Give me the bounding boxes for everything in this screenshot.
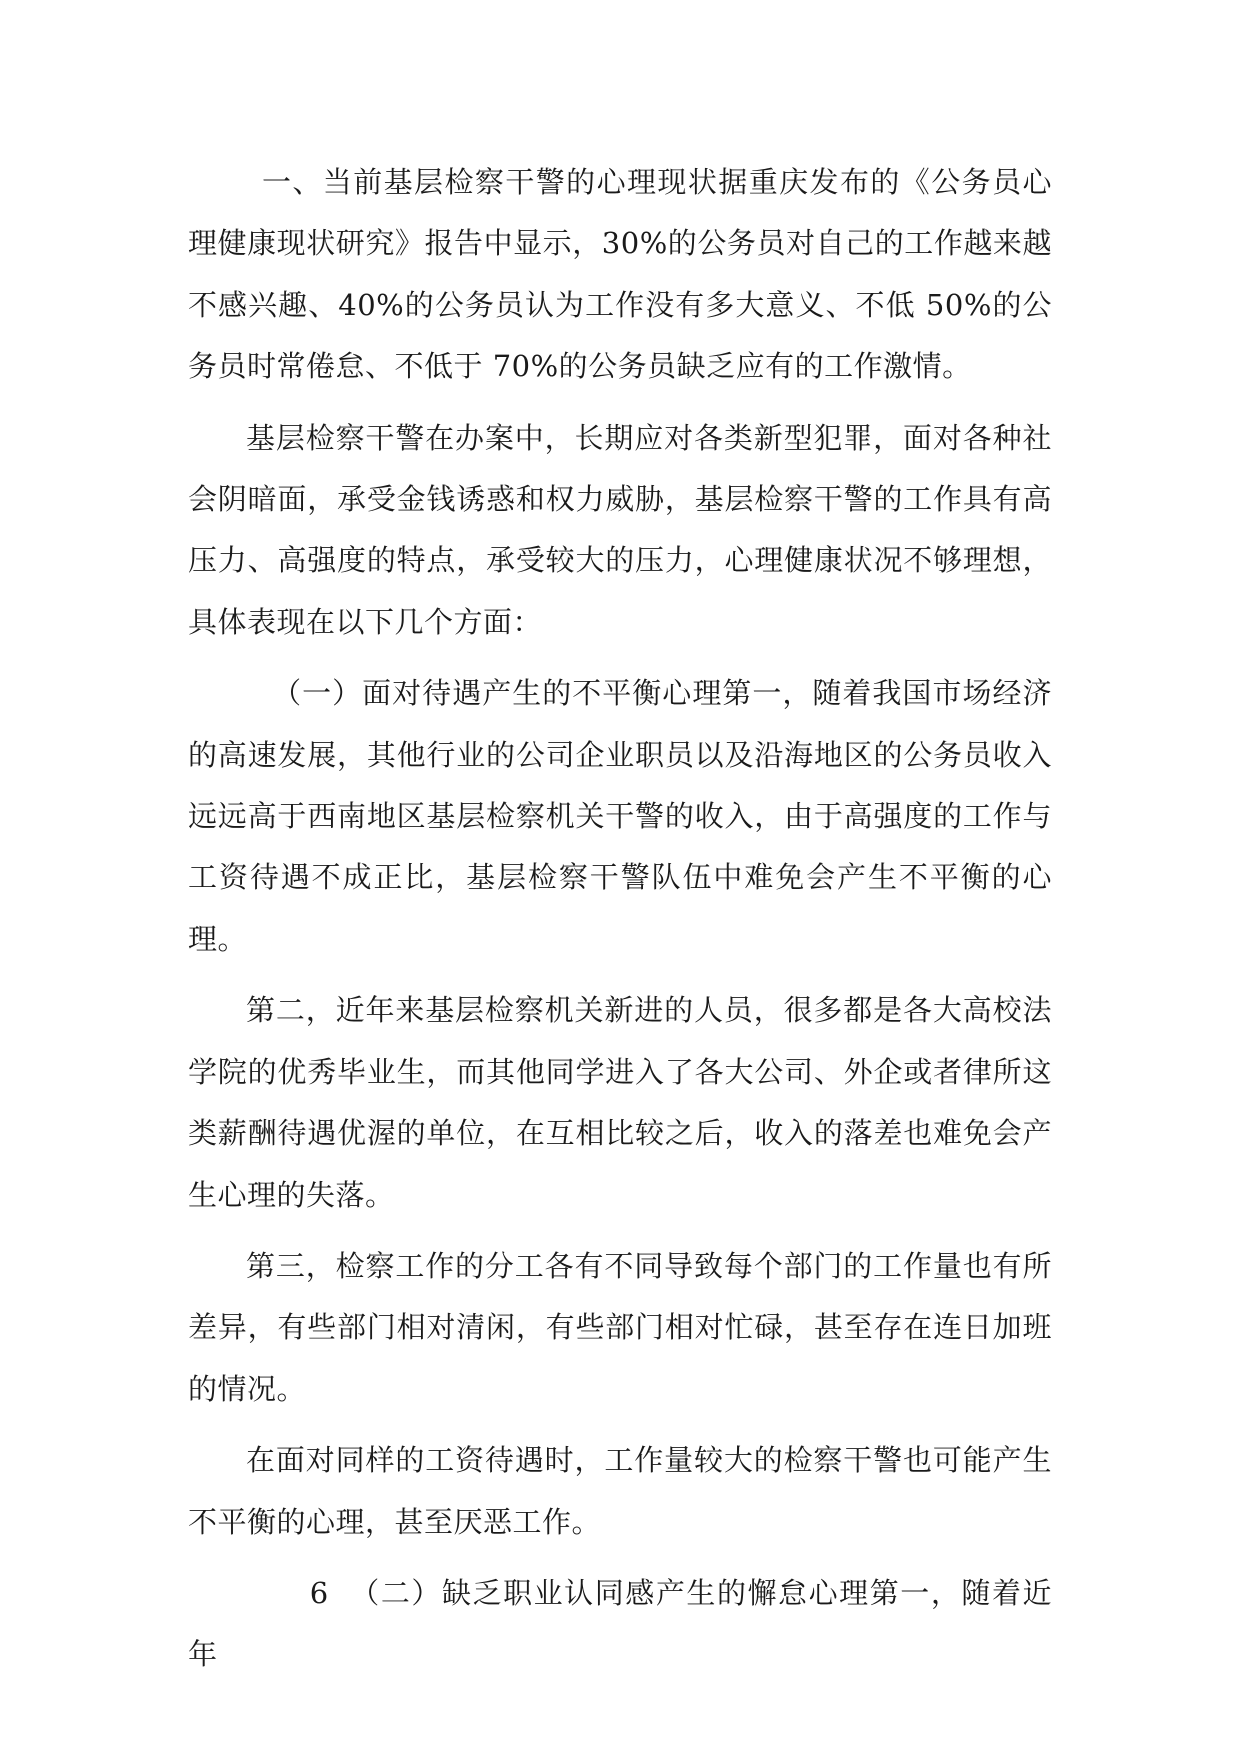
document-body: [188, 152, 1052, 1696]
paragraph-third-point: 第三，检察工作的分工各有不同导致每个部门的工作量也有所差异，有些部门相对清闲，有些部门相对忙碌，甚至存在连日加班的情况。: [188, 1248, 1052, 1406]
paragraph-work-pressure: 基层检察干警在办案中，长期应对各类新型犯罪，面对各种社会阴暗面，承受金钱诱惑和权力威胁，基层检察干警的工作具有高压力、高强度的特点，承受较大的压力，心理健康状况不够理想，具体表现在以下几个方面：: [188, 420, 1052, 639]
paragraph-second-point: 第二，近年来基层检察机关新进的人员，很多都是各大高校法学院的优秀毕业生，而其他同学进入了各大公司、外企或者律所这类薪酬待遇优渥的单位，在互相比较之后，收入的落差也难免会产生心理的失落。: [188, 993, 1052, 1212]
paragraph-psychological-status: 一、当前基层检察干警的心理现状据重庆发布的《公务员心理健康现状研究》报告中显示，30%的公务员对自己的工作越来越不感兴趣、40%的公务员认为工作没有多大意义、不低 50%的公务员时常倦怠、不低于 70%的公务员缺乏应有的工作激情。: [188, 165, 1052, 384]
paragraph-same-salary: 在面对同样的工资待遇时，工作量较大的检察干警也可能产生不平衡的心理，甚至厌恶工作。: [188, 1443, 1052, 1539]
paragraph-lack-of-identity: 6 （二）缺乏职业认同感产生的懈怠心理第一，随着近年: [188, 1575, 1052, 1672]
paragraph-imbalance-mentality: （一）面对待遇产生的不平衡心理第一，随着我国市场经济的高速发展，其他行业的公司企业职员以及沿海地区的公务员收入远远高于西南地区基层检察机关干警的收入，由于高强度的工作与工资待遇不成正比，基层检察干警队伍中难免会产生不平衡的心理。: [188, 676, 1052, 956]
